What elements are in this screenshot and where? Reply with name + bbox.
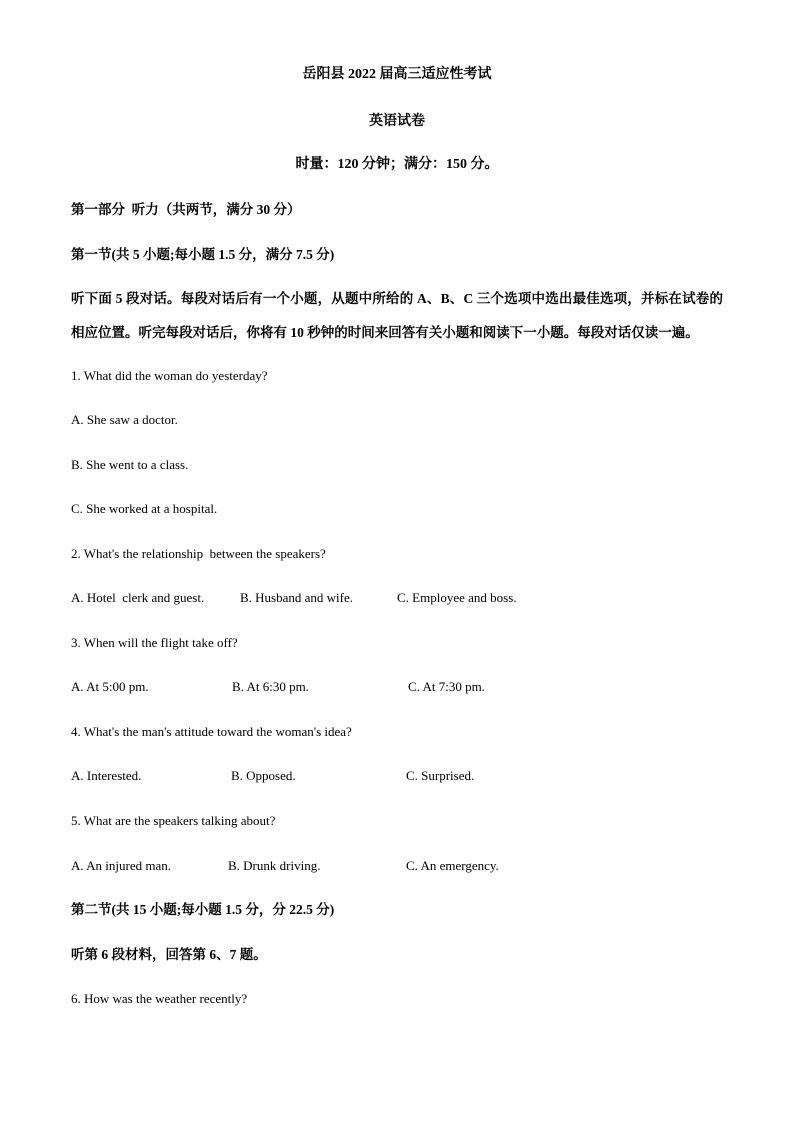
question-1-option-b: B. She went to a class.: [71, 457, 189, 472]
question-4-option-c: C. Surprised.: [406, 768, 475, 783]
question-5-option-a: A. An injured man.: [71, 858, 172, 873]
question-3-option-b: B. At 6:30 pm.: [232, 679, 309, 694]
question-4-stem: 4. What's the man's attitude toward the woman's idea?: [71, 724, 352, 739]
question-4-option-a: A. Interested.: [71, 768, 142, 783]
part1-heading: 第一部分 听力（共两节，满分 30 分）: [71, 202, 301, 217]
question-4-option-b: B. Opposed.: [231, 768, 296, 783]
question-3-option-a: A. At 5:00 pm.: [71, 679, 149, 694]
question-1-option-a: A. She saw a doctor.: [71, 412, 178, 427]
section2-material-heading: 听第 6 段材料，回答第 6、7 题。: [71, 947, 267, 962]
question-2-stem: 2. What's the relationship between the speakers?: [71, 546, 326, 561]
exam-subject: 英语试卷: [369, 114, 425, 129]
question-2-option-c: C. Employee and boss.: [397, 590, 517, 605]
question-5-option-b: B. Drunk driving.: [228, 858, 321, 873]
section1-instructions: 听下面 5 段对话。每段对话后有一个小题，从题中所给的 A、B、C 三个选项中选出最佳选项，并标在试卷的相应位置。听完每段对话后，你将有 10 秒钟的时间来回答有关小题和阅读下一小题。每段对话仅读一遍。: [71, 291, 723, 340]
exam-time-info: 时量：120 分钟；满分：150 分。: [295, 157, 499, 172]
question-6-stem: 6. How was the weather recently?: [71, 991, 248, 1006]
question-3-stem: 3. When will the flight take off?: [71, 635, 238, 650]
question-2-option-a: A. Hotel clerk and guest.: [71, 590, 205, 605]
section2-heading: 第二节(共 15 小题;每小题 1.5 分，分 22.5 分): [71, 902, 335, 917]
question-1-stem: 1. What did the woman do yesterday?: [71, 368, 268, 383]
question-3-option-c: C. At 7:30 pm.: [408, 679, 485, 694]
question-1-option-c: C. She worked at a hospital.: [71, 501, 218, 516]
question-2-option-b: B. Husband and wife.: [240, 590, 354, 605]
section1-heading: 第一节(共 5 小题;每小题 1.5 分，满分 7.5 分): [71, 247, 335, 262]
question-5-option-c: C. An emergency.: [406, 858, 499, 873]
exam-title: 岳阳县 2022 届高三适应性考试: [302, 67, 492, 82]
question-5-stem: 5. What are the speakers talking about?: [71, 813, 276, 828]
